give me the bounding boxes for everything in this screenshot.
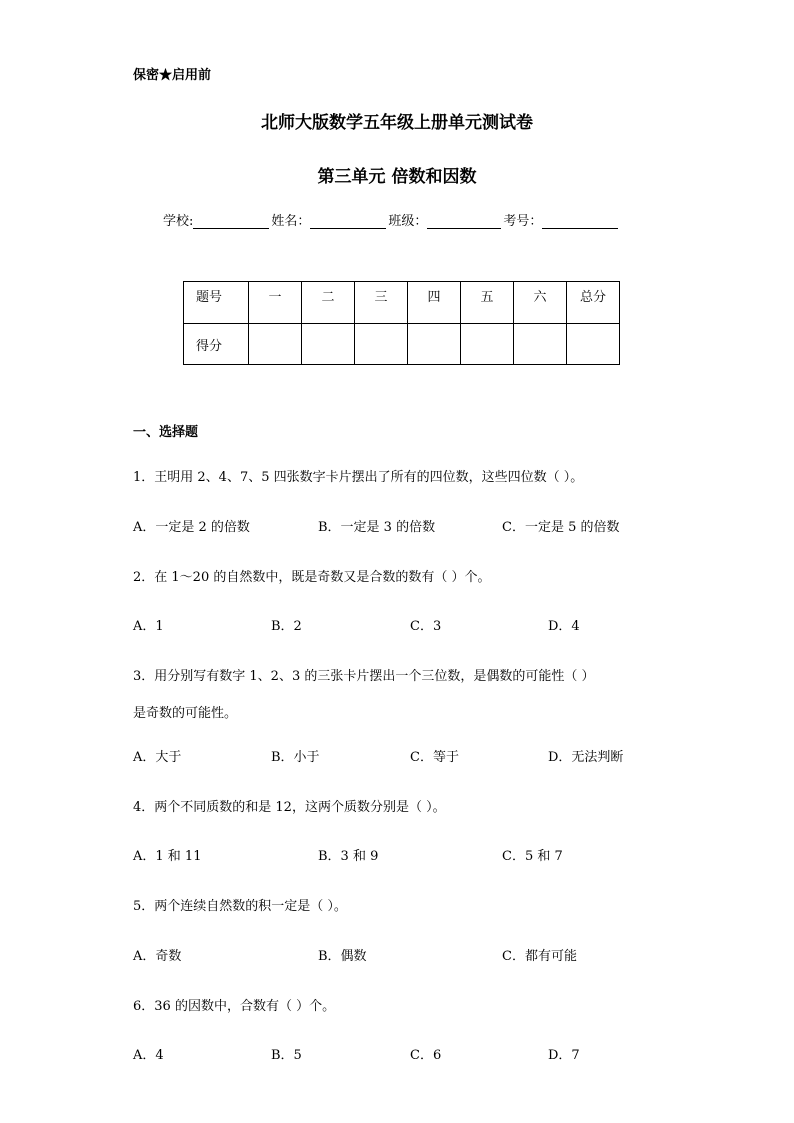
class-field[interactable]	[427, 214, 501, 229]
option[interactable]: C．等于	[410, 750, 459, 765]
table-cell: 二	[302, 282, 355, 324]
question-text: 2．在 1～20 的自然数中，既是奇数又是合数的数有（ ）个。	[133, 570, 491, 585]
option[interactable]: A．奇数	[133, 949, 182, 964]
option[interactable]: B．小于	[271, 750, 320, 765]
option[interactable]: B．偶数	[318, 949, 367, 964]
score-table-header-row	[184, 282, 620, 324]
option[interactable]: D．无法判断	[548, 750, 624, 765]
option[interactable]: C．5 和 7	[502, 849, 563, 864]
option[interactable]: D．7	[548, 1048, 580, 1063]
table-cell: 六	[514, 282, 567, 324]
student-info-line	[163, 210, 620, 229]
score-table	[183, 281, 620, 365]
option[interactable]: A．一定是 2 的倍数	[133, 520, 250, 535]
table-cell: 总分	[567, 282, 620, 324]
question-text: 3．用分别写有数字 1、2、3 的三张卡片摆出一个三位数，是偶数的可能性（ ）	[133, 669, 595, 684]
score-cell[interactable]	[408, 324, 461, 365]
option[interactable]: A．4	[133, 1048, 164, 1063]
table-cell: 得分	[184, 324, 249, 365]
option[interactable]: A．1 和 11	[133, 849, 202, 864]
page-title: 北师大版数学五年级上册单元测试卷	[261, 113, 533, 133]
question-text: 6．36 的因数中，合数有（ ）个。	[133, 999, 336, 1014]
score-cell[interactable]	[461, 324, 514, 365]
question-text: 5．两个连续自然数的积一定是（ ）。	[133, 899, 347, 914]
score-cell[interactable]	[302, 324, 355, 365]
exam-no-label: 考号：	[503, 214, 543, 229]
option[interactable]: C．6	[410, 1048, 442, 1063]
option[interactable]: A．1	[133, 619, 164, 634]
option[interactable]: B．3 和 9	[318, 849, 379, 864]
class-label: 班级：	[388, 214, 428, 229]
table-cell: 题号	[184, 282, 249, 324]
score-cell[interactable]	[355, 324, 408, 365]
option[interactable]: C．都有可能	[502, 949, 577, 964]
school-field[interactable]	[193, 214, 269, 229]
table-cell: 一	[249, 282, 302, 324]
table-cell: 五	[461, 282, 514, 324]
question-text-continued: 是奇数的可能性。	[133, 706, 238, 721]
score-cell[interactable]	[514, 324, 567, 365]
name-field[interactable]	[310, 214, 386, 229]
option[interactable]: C．3	[410, 619, 442, 634]
table-cell: 四	[408, 282, 461, 324]
exam-no-field[interactable]	[542, 214, 618, 229]
school-label: 学校:	[163, 214, 194, 229]
score-cell[interactable]	[249, 324, 302, 365]
question-text: 1．王明用 2、4、7、5 四张数字卡片摆出了所有的四位数，这些四位数（ ）。	[133, 470, 584, 485]
option[interactable]: B．一定是 3 的倍数	[318, 520, 436, 535]
table-cell: 三	[355, 282, 408, 324]
score-table-score-row	[184, 324, 620, 365]
unit-title: 第三单元 倍数和因数	[317, 167, 477, 187]
option[interactable]: B．2	[271, 619, 302, 634]
option[interactable]: D．4	[548, 619, 580, 634]
name-label: 姓名：	[271, 214, 311, 229]
option[interactable]: B．5	[271, 1048, 302, 1063]
question-text: 4．两个不同质数的和是 12，这两个质数分别是（ ）。	[133, 800, 446, 815]
section-title: 一、选择题	[133, 425, 199, 440]
option[interactable]: A．大于	[133, 750, 182, 765]
score-cell[interactable]	[567, 324, 620, 365]
option[interactable]: C．一定是 5 的倍数	[502, 520, 620, 535]
confidential-label: 保密★启用前	[133, 68, 212, 83]
